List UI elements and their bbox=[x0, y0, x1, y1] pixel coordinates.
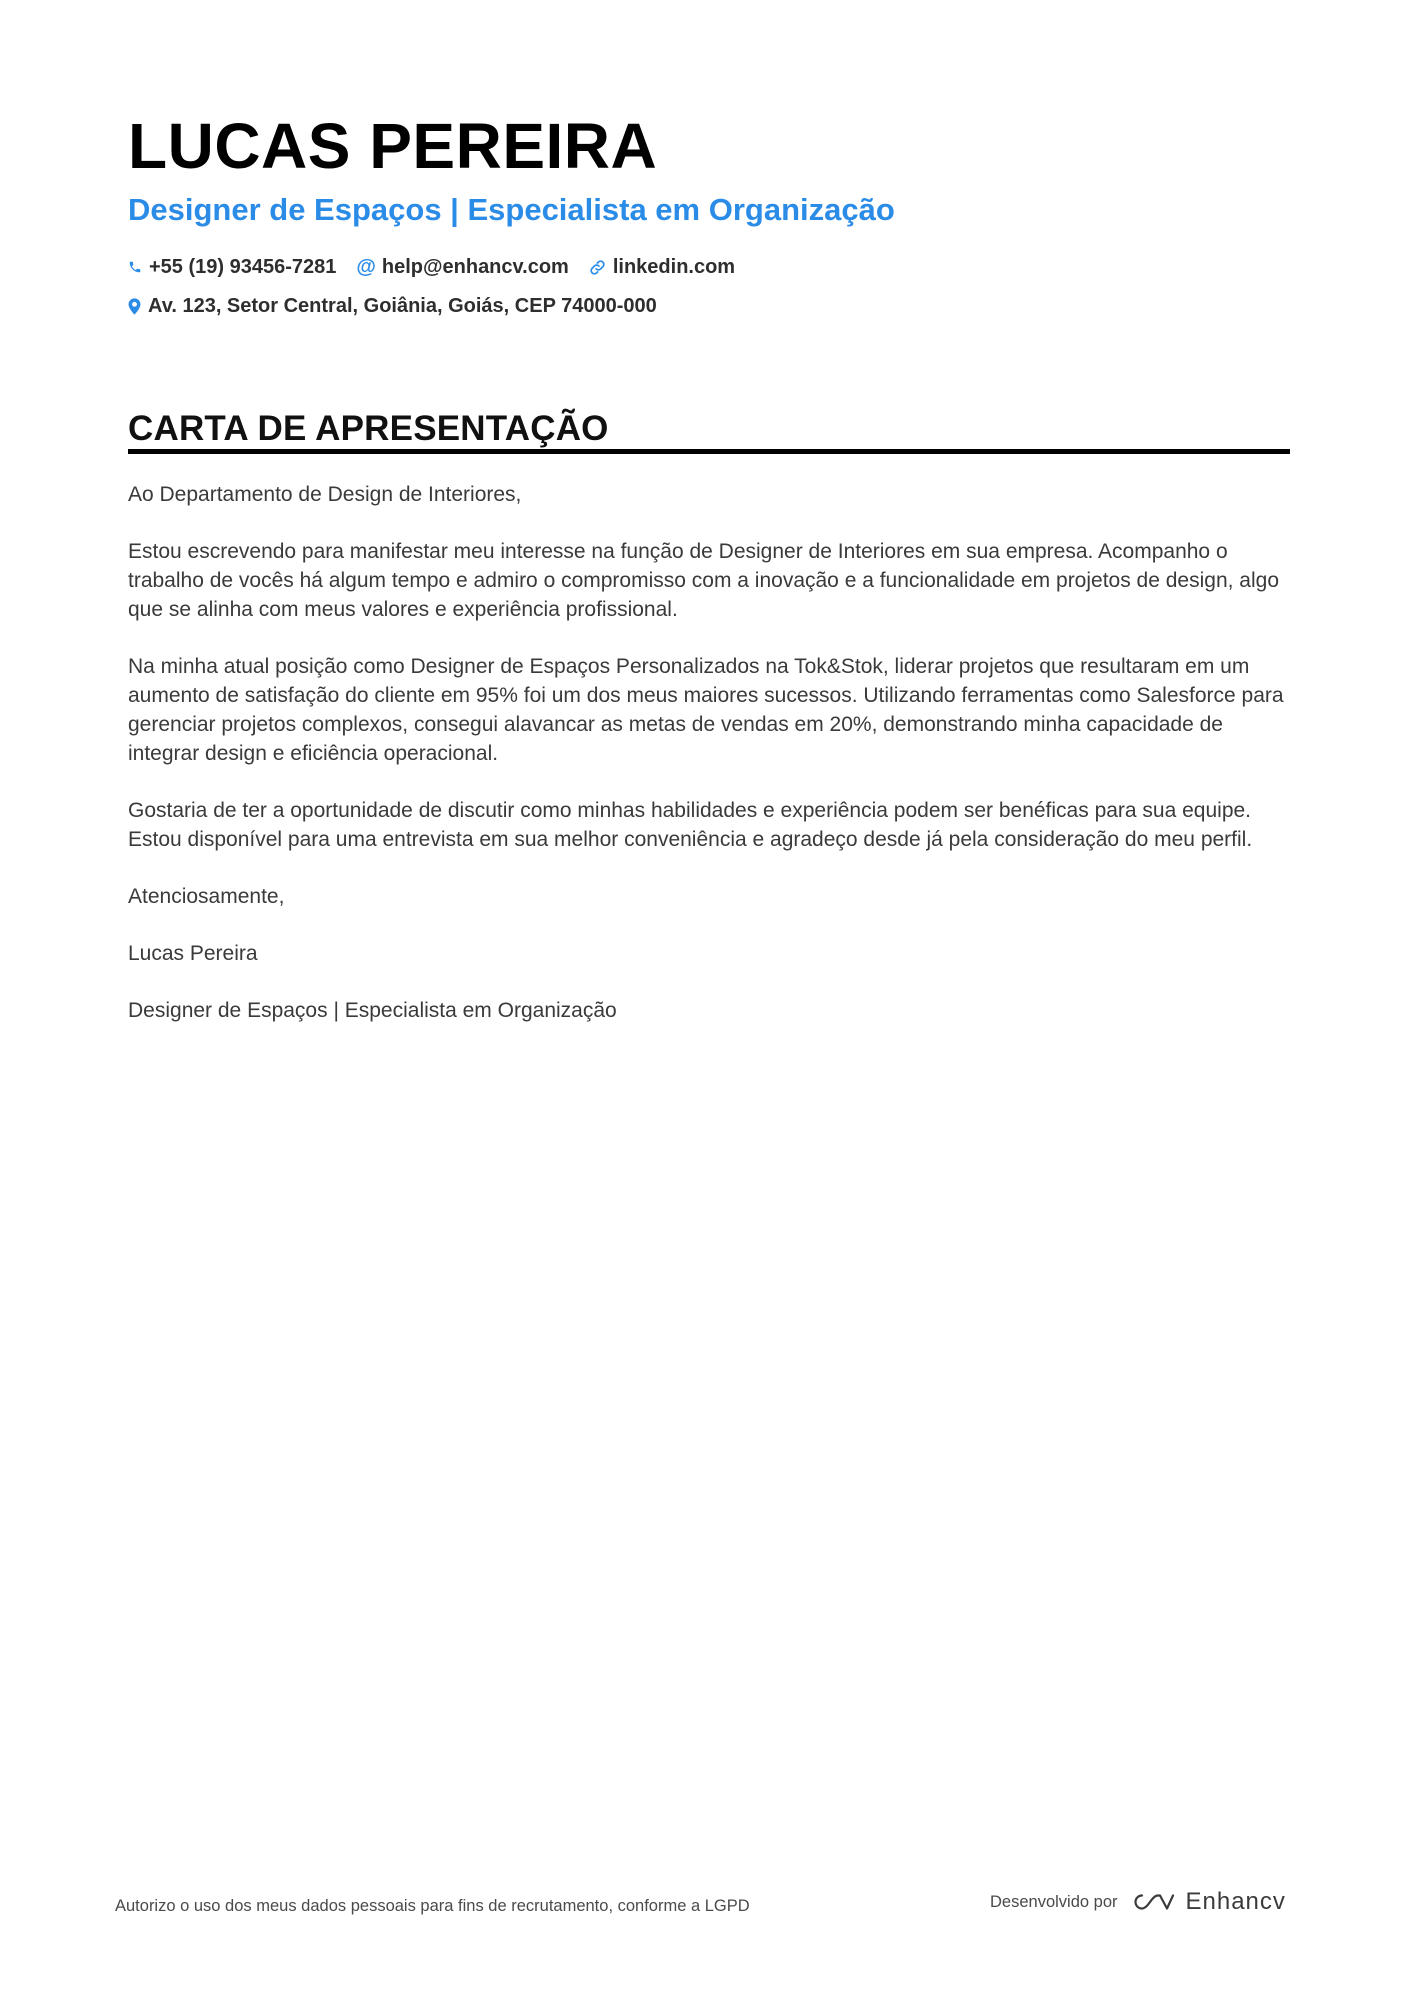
footer-powered-by bbox=[990, 1890, 1286, 1914]
brand-logo[interactable] bbox=[1130, 1890, 1286, 1914]
enhancv-logo-icon bbox=[1130, 1890, 1176, 1914]
contact-address bbox=[128, 292, 657, 320]
section-divider bbox=[128, 449, 1290, 454]
linkedin-text[interactable]: linkedin.com bbox=[612, 256, 736, 278]
brand-name: Enhancv bbox=[1185, 1888, 1286, 1915]
phone-text: +55 (19) 93456-7281 bbox=[149, 256, 337, 278]
letter-paragraph-3: Gostaria de ter a oportunidade de discutir como minhas habilidades e experiência podem ser benéficas para sua equipe. Estou disponível para uma entrevista em sua melhor conveniência e agradeço desde já pela consideração do meu perfil. bbox=[128, 799, 1253, 851]
contact-row-primary bbox=[128, 253, 755, 281]
letter-paragraph-1: Estou escrevendo para manifestar meu interesse na função de Designer de Interiores em sua empresa. Acompanho o trabalho de vocês há algum tempo e admiro o compromisso com a inovação e a funcionalidade em projetos de design, algo que se alinha com meus valores e experiência profissional. bbox=[128, 540, 1280, 621]
at-icon: @ bbox=[356, 256, 376, 278]
phone-icon bbox=[128, 259, 142, 275]
address-text: Av. 123, Setor Central, Goiânia, Goiás, CEP 74000-000 bbox=[148, 295, 657, 317]
contact-email[interactable] bbox=[356, 253, 568, 281]
location-pin-icon bbox=[128, 298, 141, 315]
letter-paragraph-2: Na minha atual posição como Designer de Espaços Personalizados na Tok&Stok, liderar projetos que resultaram em um aumento de satisfação do cliente em 95% foi um dos meus maiores sucessos. Utilizando ferramentas como Salesforce para gerenciar projetos complexos, consegui alavancar as metas de vendas em 20%, demonstrando minha capacidade de integrar design e eficiência operacional. bbox=[128, 655, 1284, 765]
contact-row-address bbox=[128, 292, 677, 320]
contact-linkedin[interactable] bbox=[589, 253, 735, 281]
letter-closing: Atenciosamente, bbox=[128, 885, 285, 908]
candidate-role: Designer de Espaços | Especialista em Organização bbox=[128, 192, 895, 227]
contact-phone bbox=[128, 253, 336, 281]
section-title: CARTA DE APRESENTAÇÃO bbox=[128, 409, 609, 448]
email-text[interactable]: help@enhancv.com bbox=[381, 256, 569, 278]
powered-by-label: Desenvolvido por bbox=[990, 1893, 1118, 1911]
footer-consent: Autorizo o uso dos meus dados pessoais para fins de recrutamento, conforme a LGPD bbox=[115, 1897, 750, 1915]
link-icon bbox=[589, 259, 606, 276]
letter-body bbox=[128, 480, 1290, 1053]
letter-greeting: Ao Departamento de Design de Interiores, bbox=[128, 483, 522, 506]
signature-name: Lucas Pereira bbox=[128, 942, 258, 965]
candidate-name: LUCAS PEREIRA bbox=[128, 110, 658, 182]
signature-title: Designer de Espaços | Especialista em Organização bbox=[128, 999, 617, 1022]
